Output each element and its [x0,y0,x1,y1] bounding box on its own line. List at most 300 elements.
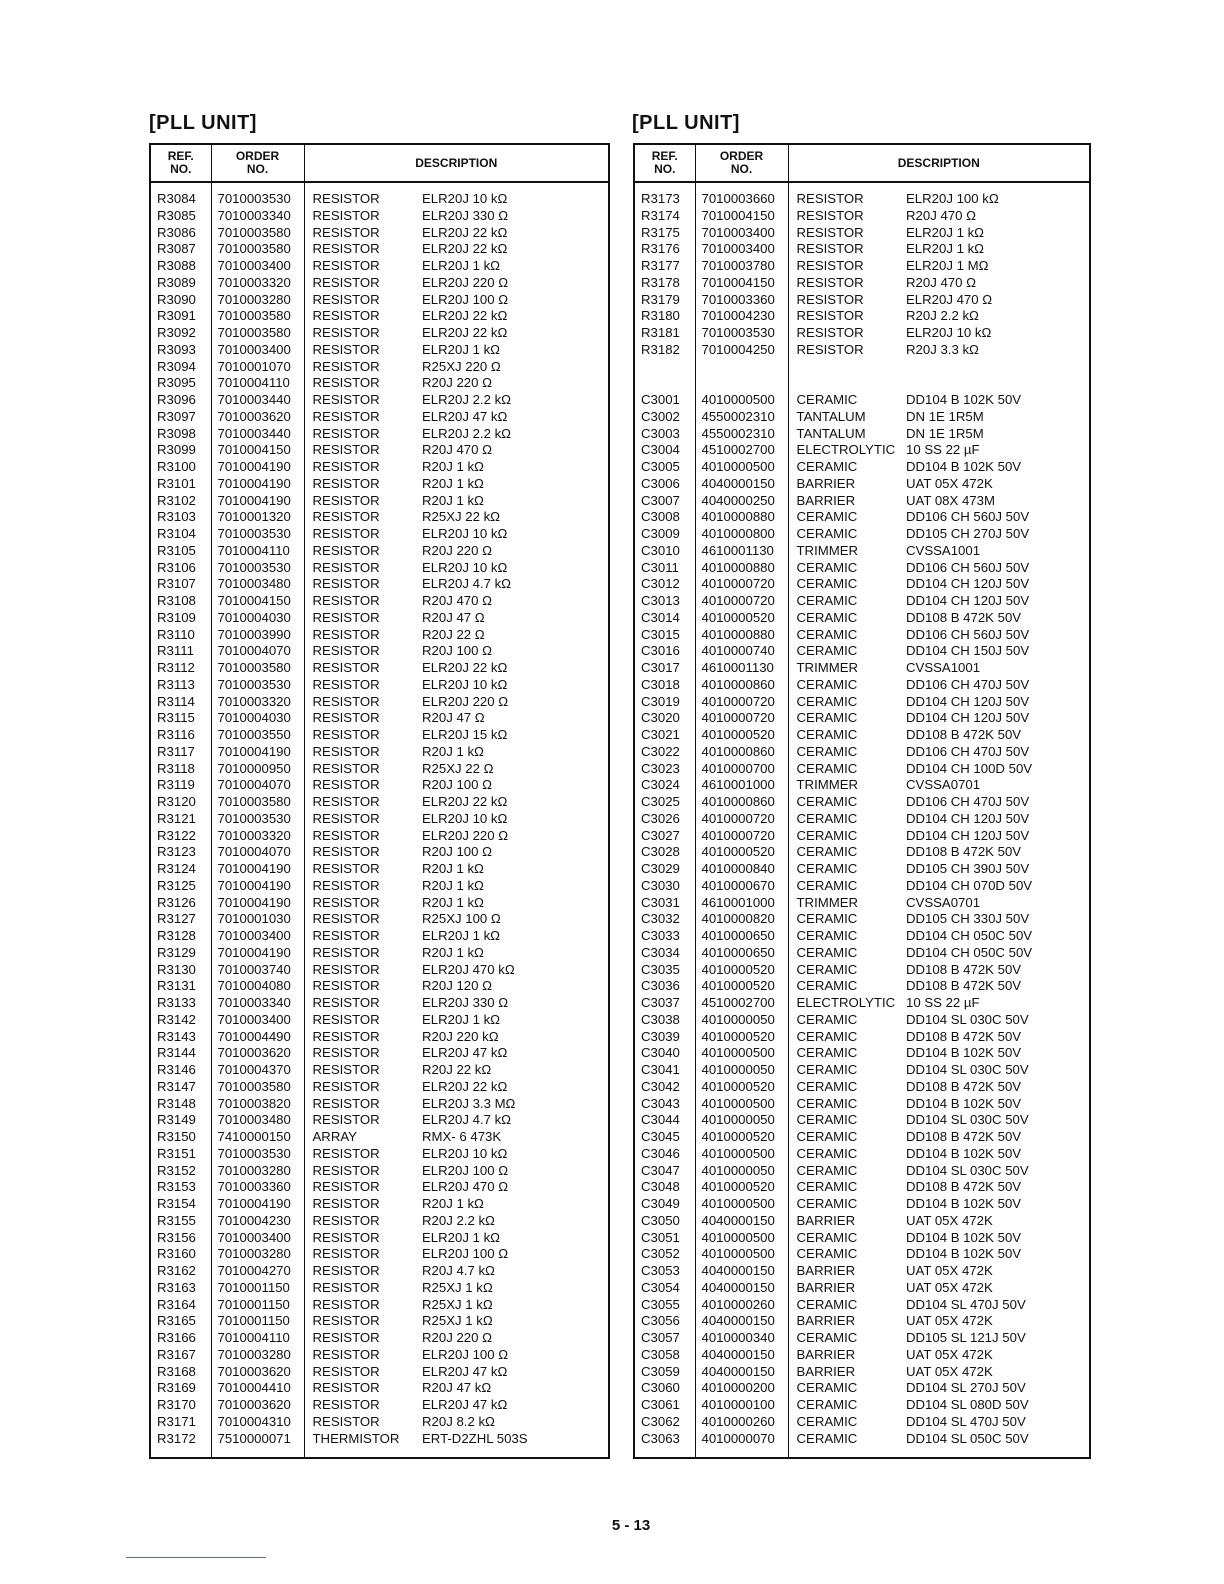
part-type-cell: RESISTOR [312,727,380,742]
part-type-cell: RESISTOR [312,341,380,357]
part-type-cell: RESISTOR [312,274,380,290]
part-type-cell: CERAMIC [796,693,858,709]
order-no-cell: 7010004150 [211,593,304,610]
order-no-cell: 7010003580 [211,325,304,342]
part-spec-cell: ELR20J 10 kΩ [422,676,508,692]
order-no-cell: 4010000520 [695,978,788,995]
spacer-cell [422,182,609,191]
order-no-cell: 4010000260 [695,1297,788,1314]
order-no-cell: 7010003580 [211,241,304,258]
part-spec-cell: ELR20J 2.2 kΩ [422,392,512,407]
part-spec-cell: R20J 2.2 kΩ [422,1212,495,1228]
part-spec-cell: CVSSA1001 [906,660,981,675]
table-row [634,1313,1090,1330]
part-spec-cell: DN 1E 1R5M [906,425,984,441]
spacer-cell [150,182,211,191]
ref-no-cell: R3084 [150,191,211,208]
part-spec-cell: ELR20J 330 Ω [422,207,509,223]
part-type-cell: RESISTOR [312,375,380,391]
ref-no-cell: R3127 [150,911,211,928]
order-no-cell: 4010000820 [695,911,788,928]
order-no-cell: 7010003580 [211,794,304,811]
table-row [150,426,609,443]
ref-no-cell: R3175 [634,225,695,242]
part-spec-cell: R20J 2.2 kΩ [906,308,979,324]
part-spec-cell: DD105 CH 390J 50V [906,861,1030,876]
part-type-cell: RESISTOR [312,961,380,977]
table-row [634,1079,1090,1096]
part-type-cell: RESISTOR [312,693,380,709]
part-type-cell: CERAMIC [796,827,858,843]
part-type-cell [788,359,906,376]
order-no-cell: 7010004190 [211,476,304,493]
ref-no-cell: R3152 [150,1163,211,1180]
ref-no-cell: R3146 [150,1062,211,1079]
table-row [150,359,609,376]
ref-no-cell: R3099 [150,442,211,459]
part-type-cell: RESISTOR [312,877,380,893]
order-no-cell: 4610001000 [695,895,788,912]
part-type-cell: CERAMIC [796,576,858,592]
ref-no-cell: R3169 [150,1380,211,1397]
order-no-cell: 4040000150 [695,476,788,493]
part-type-cell: RESISTOR [312,207,380,223]
ref-no-cell: R3110 [150,627,211,644]
part-spec-cell: DD104 SL 030C 50V [906,1011,1029,1027]
part-type-cell: RESISTOR [312,291,380,307]
table-row [634,1196,1090,1213]
part-spec-cell: DD104 SL 080D 50V [906,1397,1029,1412]
order-header-line2: NO. [246,162,269,176]
ref-no-cell: C3048 [634,1179,695,1196]
ref-no-cell: R3142 [150,1012,211,1029]
order-no-cell: 4610001130 [695,660,788,677]
table-row [150,543,609,560]
part-spec-cell: ELR20J 470 Ω [422,1179,509,1195]
ref-no-cell: C3041 [634,1062,695,1079]
part-type-cell: RESISTOR [312,559,380,575]
ref-no-cell: R3179 [634,292,695,309]
ref-no-cell: C3025 [634,794,695,811]
part-type-cell: RESISTOR [312,1279,380,1295]
ref-no-cell: R3166 [150,1330,211,1347]
table-row [150,878,609,895]
ref-no-cell: R3129 [150,945,211,962]
part-type-cell: CERAMIC [796,559,858,575]
part-spec-cell: ELR20J 1 kΩ [422,1229,501,1245]
part-spec-cell: R20J 470 Ω [906,207,976,223]
order-no-cell: 7010003480 [211,1112,304,1129]
ref-no-cell: R3128 [150,928,211,945]
table-row [634,627,1090,644]
part-type-cell: RESISTOR [312,475,380,491]
table-row [634,1112,1090,1129]
ref-no-cell: C3059 [634,1364,695,1381]
table-row [634,509,1090,526]
order-no-cell: 4040000150 [695,1364,788,1381]
part-type-cell: CERAMIC [796,676,858,692]
part-spec-cell: CVSSA0701 [906,777,981,793]
part-type-cell: CERAMIC [796,844,858,860]
part-spec-cell: R20J 1 kΩ [422,492,484,508]
part-spec-cell: ELR20J 22 kΩ [422,660,508,675]
part-spec-cell: DD108 B 472K 50V [906,1028,1022,1044]
ref-no-cell: C3055 [634,1297,695,1314]
ref-no-cell: C3040 [634,1045,695,1062]
part-type-cell: CERAMIC [796,1011,858,1027]
part-spec-cell: ELR20J 10 kΩ [422,559,508,575]
order-no-cell [695,359,788,376]
part-type-cell: CERAMIC [796,961,858,977]
ref-no-cell: R3114 [150,694,211,711]
ref-no-cell: R3170 [150,1397,211,1414]
ref-no-cell: C3018 [634,677,695,694]
ref-no-cell: R3167 [150,1347,211,1364]
table-row [150,1313,609,1330]
order-header-line1: ORDER [235,149,280,163]
order-no-cell: 4010000860 [695,794,788,811]
part-spec-cell: DD104 SL 270J 50V [906,1380,1026,1396]
ref-no-cell: R3133 [150,995,211,1012]
part-spec-cell: R25XJ 1 kΩ [422,1313,493,1329]
part-spec-cell: DD108 B 472K 50V [906,609,1022,625]
table-row [150,627,609,644]
table-row [634,777,1090,794]
part-type-cell: RESISTOR [312,593,380,608]
part-type-cell: RESISTOR [312,241,380,257]
part-spec-cell: DD104 CH 050C 50V [906,944,1033,960]
table-row [634,493,1090,510]
part-spec-cell: R20J 4.7 kΩ [422,1263,495,1278]
table-row [634,560,1090,577]
ref-no-cell: R3094 [150,359,211,376]
order-no-cell: 7010004110 [211,1330,304,1347]
part-spec-cell: DD108 B 472K 50V [906,844,1022,860]
part-type-cell: RESISTOR [312,760,380,776]
table-row [150,1146,609,1163]
order-no-cell: 7010003340 [211,995,304,1012]
table-row [150,1380,609,1397]
part-type-cell: RESISTOR [312,1062,380,1077]
table-row [150,1280,609,1297]
ref-no-cell: C3034 [634,945,695,962]
part-type-cell: RESISTOR [796,341,864,357]
order-no-cell: 7010004250 [695,342,788,359]
order-no-cell: 4010000500 [695,1146,788,1163]
part-type-cell: CERAMIC [796,1162,858,1178]
order-no-cell: 4040000150 [695,1213,788,1230]
ref-no-cell: R3087 [150,241,211,258]
order-no-cell: 7010003320 [211,694,304,711]
table-row [634,1414,1090,1431]
table-row [150,1397,609,1414]
order-no-cell: 7010003580 [211,660,304,677]
order-no-cell: 4010000520 [695,1029,788,1046]
order-no-cell: 7010004150 [211,442,304,459]
part-type-cell: CERAMIC [796,1045,858,1061]
order-no-cell: 7010003400 [211,1230,304,1247]
order-no-cell: 7010004080 [211,978,304,995]
part-type-cell: CERAMIC [796,760,858,776]
table-row [150,1062,609,1079]
order-no-cell: 7010004310 [211,1414,304,1431]
part-type-cell: RESISTOR [312,743,380,759]
ref-no-cell: C3060 [634,1380,695,1397]
part-type-cell: BARRIER [796,1279,856,1295]
ref-no-cell: R3180 [634,308,695,325]
table-row [634,1280,1090,1297]
part-spec-cell: RMX- 6 473K [422,1129,502,1144]
part-type-cell: CERAMIC [796,1179,858,1195]
ref-no-cell: R3126 [150,895,211,912]
part-spec-cell: R20J 100 Ω [422,643,492,659]
part-type-cell: RESISTOR [312,442,380,458]
ref-no-cell: C3016 [634,643,695,660]
order-no-cell: 4010000880 [695,509,788,526]
order-no-cell: 4040000150 [695,1347,788,1364]
ref-no-cell: R3178 [634,275,695,292]
ref-header-line2: NO. [170,162,192,176]
part-type-cell: RESISTOR [312,258,380,273]
table-row [634,928,1090,945]
ref-no-cell: R3154 [150,1196,211,1213]
order-no-cell: 4010000700 [695,761,788,778]
table-row [150,861,609,878]
part-spec-cell: R25XJ 220 Ω [422,358,501,374]
ref-no-cell: R3086 [150,225,211,242]
order-no-cell: 7010004270 [211,1263,304,1280]
part-spec-cell: DD104 CH 100D 50V [906,760,1033,776]
ref-no-cell: R3112 [150,660,211,677]
table-row [150,1297,609,1314]
order-no-cell: 7010004370 [211,1062,304,1079]
ref-no-cell: R3160 [150,1246,211,1263]
part-spec-cell: R20J 47 Ω [422,710,485,726]
ref-no-cell: R3109 [150,610,211,627]
left-table-header [150,144,609,182]
ref-no-cell: R3121 [150,811,211,828]
table-row [150,1196,609,1213]
part-type-cell: CERAMIC [796,1430,858,1446]
part-type-cell: BARRIER [796,1212,856,1228]
table-row [634,643,1090,660]
ref-no-cell: C3046 [634,1146,695,1163]
spacer-cell [150,1447,211,1458]
part-spec-cell: ELR20J 47 kΩ [422,1363,508,1379]
left-section-title: [PLL UNIT] [149,112,257,134]
table-row [634,1029,1090,1046]
description-header: DESCRIPTION [304,144,609,182]
part-type-cell: CERAMIC [796,392,858,407]
part-spec-cell: ELR20J 1 kΩ [422,341,501,357]
spacer-cell [211,1447,304,1458]
table-row [150,928,609,945]
ref-no-cell: R3164 [150,1297,211,1314]
order-no-cell: 7010004230 [211,1213,304,1230]
table-row [634,543,1090,560]
ref-no-cell: R3155 [150,1213,211,1230]
part-spec-cell: R25XJ 100 Ω [422,911,501,927]
right-parts-table [633,143,1091,1459]
order-no-cell: 7010004230 [695,308,788,325]
order-no-cell: 4010000720 [695,694,788,711]
part-spec-cell: ELR20J 3.3 MΩ [422,1095,516,1111]
order-no-cell: 7010001070 [211,359,304,376]
part-type-cell: RESISTOR [312,509,380,525]
ref-no-cell: C3029 [634,861,695,878]
spacer-cell [634,182,695,191]
part-type-cell: RESISTOR [796,274,864,290]
table-row [634,1347,1090,1364]
part-type-cell: RESISTOR [796,325,864,340]
table-row [150,526,609,543]
order-no-cell: 4010000720 [695,576,788,593]
table-row [150,643,609,660]
ref-no-cell: R3149 [150,1112,211,1129]
part-spec-cell: DD106 CH 470J 50V [906,794,1030,809]
order-no-cell: 7010003400 [211,928,304,945]
ref-no-cell: C3010 [634,543,695,560]
part-type-cell: RESISTOR [796,224,864,240]
order-no-cell: 7010001320 [211,509,304,526]
spacer-cell [422,1447,609,1458]
ref-no-cell: C3014 [634,610,695,627]
part-spec-cell: ELR20J 22 kΩ [422,308,508,324]
order-no-cell: 4010000520 [695,727,788,744]
part-spec-cell: DD108 B 472K 50V [906,727,1022,742]
part-type-cell: RESISTOR [796,207,864,223]
part-type-cell: BARRIER [796,1313,856,1329]
part-type-cell: RESISTOR [312,325,380,340]
table-row [150,208,609,225]
part-type-cell: RESISTOR [312,224,380,240]
order-no-cell: 4010000520 [695,1079,788,1096]
part-spec-cell: ELR20J 22 kΩ [422,241,508,257]
order-no-cell: 7010003530 [211,811,304,828]
order-no-cell: 7010003400 [695,225,788,242]
part-type-cell: CERAMIC [796,626,858,642]
part-type-cell: BARRIER [796,1263,856,1278]
part-type-cell: RESISTOR [312,1363,380,1379]
part-type-cell: RESISTOR [312,1095,380,1111]
part-type-cell: CERAMIC [796,710,858,726]
order-no-cell: 4010000050 [695,1012,788,1029]
ref-no-cell: R3162 [150,1263,211,1280]
table-row [150,761,609,778]
order-no-cell: 4010000720 [695,710,788,727]
part-type-cell: TRIMMER [796,777,859,793]
part-type-cell: CERAMIC [796,928,858,943]
left-table-body [150,182,609,1458]
order-no-cell: 7010004190 [211,878,304,895]
order-no-cell: 7010003620 [211,409,304,426]
ref-no-cell: R3111 [150,643,211,660]
order-no-cell: 4010000500 [695,1096,788,1113]
table-row [634,375,1090,392]
part-spec-cell: R20J 100 Ω [422,777,492,793]
part-type-cell: RESISTOR [312,978,380,994]
part-spec-cell: ELR20J 2.2 kΩ [422,425,512,441]
part-type-cell: CERAMIC [796,1196,858,1211]
ref-no-cell: R3131 [150,978,211,995]
order-no-header [211,144,304,182]
part-spec-cell: ERT-D2ZHL 503S [422,1430,528,1446]
part-type-cell: CERAMIC [796,1028,858,1044]
part-spec-cell: DD104 CH 120J 50V [906,576,1030,592]
ref-no-cell: C3031 [634,895,695,912]
table-row [634,1096,1090,1113]
order-no-cell: 7010004190 [211,945,304,962]
part-type-cell: RESISTOR [312,1011,380,1027]
part-type-cell: CERAMIC [796,1062,858,1077]
order-no-cell: 7010003620 [211,1045,304,1062]
ref-no-cell: R3144 [150,1045,211,1062]
order-no-cell: 7010003320 [211,275,304,292]
part-type-cell: RESISTOR [312,1263,380,1278]
part-spec-cell: DD105 CH 270J 50V [906,526,1030,541]
table-spacer [634,182,1090,191]
part-spec-cell: R20J 1 kΩ [422,1196,484,1211]
part-spec-cell: DD104 CH 120J 50V [906,593,1030,608]
ref-no-cell: R3123 [150,844,211,861]
part-spec-cell: R20J 220 kΩ [422,1028,499,1044]
ref-no-cell: R3091 [150,308,211,325]
order-no-cell: 4040000150 [695,1263,788,1280]
spacer-cell [304,182,422,191]
part-type-cell: CERAMIC [796,1246,858,1262]
part-spec-cell: DD106 CH 470J 50V [906,676,1030,692]
order-no-cell: 4010000520 [695,1129,788,1146]
part-spec-cell: R20J 1 kΩ [422,894,484,910]
part-type-cell: RESISTOR [312,1346,380,1362]
part-spec-cell: 10 SS 22 µF [906,442,980,458]
ref-no-cell: C3017 [634,660,695,677]
table-row [150,1029,609,1046]
order-no-cell: 7010003440 [211,426,304,443]
order-no-cell: 4010000050 [695,1163,788,1180]
part-spec-cell: R20J 220 Ω [422,542,492,558]
table-row [150,560,609,577]
part-type-cell: RESISTOR [312,626,380,642]
order-no-cell: 4550002310 [695,409,788,426]
table-row [150,660,609,677]
ref-no-cell: R3105 [150,543,211,560]
part-type-cell: BARRIER [796,1346,856,1362]
part-type-cell: ELECTROLYTIC [796,442,896,458]
order-no-cell: 7010004190 [211,459,304,476]
part-type-cell: CERAMIC [796,1095,858,1111]
order-no-cell: 4010000260 [695,1414,788,1431]
table-row [150,342,609,359]
ref-no-cell: C3032 [634,911,695,928]
order-no-cell: 7010004410 [211,1380,304,1397]
table-row [634,275,1090,292]
order-no-cell: 7010004070 [211,643,304,660]
ref-no-cell: C3061 [634,1397,695,1414]
table-row [634,225,1090,242]
ref-no-cell: C3030 [634,878,695,895]
part-type-cell: CERAMIC [796,643,858,659]
order-no-cell: 7010003440 [211,392,304,409]
order-no-cell: 4010000740 [695,643,788,660]
order-no-cell: 7010004190 [211,744,304,761]
part-spec-cell: R25XJ 1 kΩ [422,1279,493,1295]
ref-no-cell: R3092 [150,325,211,342]
footer-rule [126,1557,266,1558]
order-no-cell: 4010000520 [695,610,788,627]
ref-no-cell: R3156 [150,1230,211,1247]
order-no-header [695,144,788,182]
